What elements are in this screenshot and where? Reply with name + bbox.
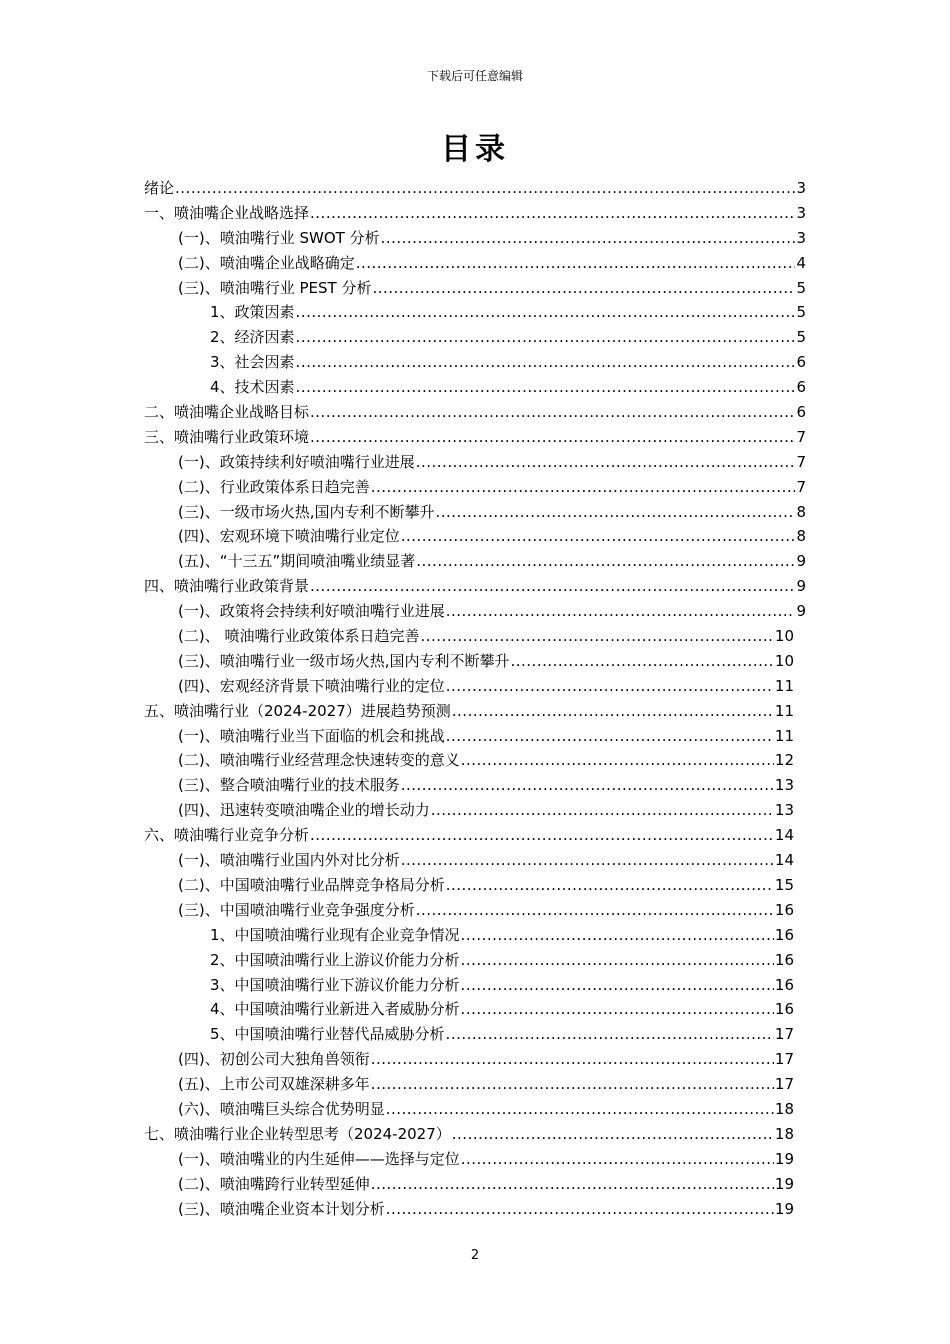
- toc-entry[interactable]: [144, 674, 806, 699]
- toc-entry[interactable]: [144, 624, 806, 649]
- toc-entry-text: (一)、喷油嘴行业 SWOT 分析: [178, 228, 380, 247]
- toc-entry-page: 11: [774, 701, 794, 720]
- toc-entry-page: 7: [796, 477, 806, 496]
- toc-entry[interactable]: [144, 425, 806, 450]
- toc-entry-page: 8: [796, 527, 806, 546]
- toc-entry[interactable]: [144, 251, 806, 276]
- toc-entry[interactable]: [144, 201, 806, 226]
- toc-entry[interactable]: [144, 649, 806, 674]
- toc-entry-text: 三、喷油嘴行业政策环境: [144, 427, 310, 446]
- toc-dot-leader: [510, 649, 773, 674]
- toc-entry-page: 7: [796, 427, 806, 446]
- toc-entry-text: (三)、一级市场火热,国内专利不断攀升: [178, 502, 435, 521]
- toc-entry-text: (五)、“十三五”期间喷油嘴业绩显著: [178, 552, 416, 571]
- toc-entry[interactable]: [144, 948, 806, 973]
- toc-dot-leader: [296, 325, 796, 350]
- toc-dot-leader: [381, 226, 796, 251]
- toc-entry[interactable]: [144, 524, 806, 549]
- toc-entry-page: 6: [796, 403, 806, 422]
- toc-entry-text: (四)、初创公司大独角兽领衔: [178, 1050, 370, 1069]
- toc-dot-leader: [386, 1197, 774, 1222]
- toc-entry-text: (四)、宏观经济背景下喷油嘴行业的定位: [178, 676, 445, 695]
- toc-entry-text: 1、政策因素: [210, 303, 295, 322]
- toc-entry-page: 4: [796, 253, 806, 272]
- toc-entry-page: 5: [796, 303, 806, 322]
- toc-entry-page: 6: [796, 378, 806, 397]
- toc-entry-text: (三)、喷油嘴行业 PEST 分析: [178, 278, 372, 297]
- toc-entry[interactable]: [144, 350, 806, 375]
- toc-entry[interactable]: [144, 1022, 806, 1047]
- toc-entry-page: 16: [774, 950, 794, 969]
- toc-entry-text: (二)、行业政策体系日趋完善: [178, 477, 370, 496]
- toc-entry[interactable]: [144, 300, 806, 325]
- toc-entry[interactable]: [144, 450, 806, 475]
- toc-entry[interactable]: [144, 475, 806, 500]
- toc-dot-leader: [371, 1047, 774, 1072]
- toc-dot-leader: [461, 973, 774, 998]
- toc-entry[interactable]: [144, 375, 806, 400]
- toc-entry-page: 3: [796, 179, 806, 197]
- toc-entry-text: (二)、喷油嘴跨行业转型延伸: [178, 1174, 370, 1193]
- toc-entry-text: 2、经济因素: [210, 328, 295, 347]
- toc-dot-leader: [446, 674, 774, 699]
- toc-dot-leader: [461, 948, 774, 973]
- toc-entry[interactable]: [144, 1147, 806, 1172]
- toc-dot-leader: [435, 500, 795, 525]
- toc-dot-leader: [296, 375, 796, 400]
- toc-entry-page: 15: [774, 875, 794, 894]
- toc-entry-page: 16: [774, 900, 794, 919]
- toc-dot-leader: [431, 798, 774, 823]
- toc-dot-leader: [461, 997, 774, 1022]
- toc-dot-leader: [452, 1122, 774, 1147]
- toc-entry-page: 19: [774, 1199, 794, 1218]
- toc-entry[interactable]: [144, 276, 806, 301]
- toc-entry-text: (三)、整合喷油嘴行业的技术服务: [178, 776, 400, 795]
- toc-dot-leader: [310, 201, 795, 226]
- toc-entry-page: 13: [774, 801, 794, 820]
- toc-entry[interactable]: [144, 500, 806, 525]
- toc-entry-page: 9: [796, 602, 806, 621]
- toc-dot-leader: [372, 276, 795, 301]
- toc-entry[interactable]: [144, 923, 806, 948]
- page-number: 2: [470, 1248, 480, 1263]
- toc-entry[interactable]: [144, 748, 806, 773]
- toc-dot-leader: [401, 773, 774, 798]
- toc-entry-text: 3、社会因素: [210, 353, 295, 372]
- toc-entry-page: 12: [774, 751, 794, 770]
- toc-entry-text: (二)、喷油嘴行业经营理念快速转变的意义: [178, 751, 460, 770]
- toc-entry-text: 五、喷油嘴行业（2024-2027）进展趋势预测: [144, 701, 451, 720]
- toc-entry-text: (四)、宏观环境下喷油嘴行业定位: [178, 527, 400, 546]
- toc-entry-text: 二、喷油嘴企业战略目标: [144, 403, 310, 422]
- toc-entry[interactable]: [144, 724, 806, 749]
- toc-dot-leader: [452, 699, 774, 724]
- toc-dot-leader: [310, 400, 795, 425]
- toc-entry-page: 9: [796, 577, 806, 596]
- toc-entry-page: 11: [774, 726, 794, 745]
- toc-dot-leader: [371, 1172, 774, 1197]
- toc-dot-leader: [446, 1022, 774, 1047]
- toc-entry-text: (二)、喷油嘴企业战略确定: [178, 253, 355, 272]
- toc-entry-page: 16: [774, 975, 794, 994]
- toc-entry[interactable]: [144, 1197, 806, 1222]
- toc-entry-text: (一)、喷油嘴行业当下面临的机会和挑战: [178, 726, 445, 745]
- toc-entry-text: 四、喷油嘴行业政策背景: [144, 577, 310, 596]
- toc-entry-page: 11: [774, 676, 794, 695]
- toc-dot-leader: [310, 574, 795, 599]
- toc-entry[interactable]: [144, 1172, 806, 1197]
- toc-entry-page: 17: [774, 1075, 794, 1094]
- toc-entry-text: (二)、中国喷油嘴行业品牌竞争格局分析: [178, 875, 445, 894]
- toc-entry-page: 16: [774, 1000, 794, 1019]
- toc-dot-leader: [416, 450, 796, 475]
- toc-entry[interactable]: [144, 549, 806, 574]
- toc-entry-page: 7: [796, 452, 806, 471]
- toc-entry-page: 14: [774, 851, 794, 870]
- toc-entry-page: 6: [796, 353, 806, 372]
- toc-dot-leader: [371, 1072, 774, 1097]
- toc-entry-page: 3: [796, 203, 806, 222]
- toc-entry-page: 10: [774, 651, 794, 670]
- toc-dot-leader: [446, 599, 796, 624]
- toc-entry-text: (一)、政策持续利好喷油嘴行业进展: [178, 452, 415, 471]
- toc-entry[interactable]: [144, 798, 806, 823]
- toc-dot-leader: [371, 475, 796, 500]
- toc-entry-page: 5: [796, 278, 806, 297]
- toc-entry-page: 5: [796, 328, 806, 347]
- toc-entry-text: 一、喷油嘴企业战略选择: [144, 203, 310, 222]
- table-of-contents: [144, 176, 806, 1221]
- toc-entry[interactable]: [144, 400, 806, 425]
- toc-entry-text: (三)、中国喷油嘴行业竞争强度分析: [178, 900, 415, 919]
- toc-entry-text: 绪论: [144, 179, 175, 197]
- toc-entry-text: 六、喷油嘴行业竞争分析: [144, 826, 310, 845]
- toc-dot-leader: [175, 176, 795, 201]
- toc-entry-page: 17: [774, 1025, 794, 1044]
- toc-entry-text: 5、中国喷油嘴行业替代品威胁分析: [210, 1025, 445, 1044]
- toc-dot-leader: [446, 873, 774, 898]
- toc-dot-leader: [461, 748, 774, 773]
- toc-entry-text: (六)、喷油嘴巨头综合优势明显: [178, 1099, 385, 1118]
- toc-entry[interactable]: [144, 325, 806, 350]
- toc-dot-leader: [416, 898, 774, 923]
- toc-entry[interactable]: [144, 1122, 806, 1147]
- toc-entry[interactable]: [144, 599, 806, 624]
- toc-entry-text: 4、技术因素: [210, 378, 295, 397]
- toc-dot-leader: [386, 1097, 774, 1122]
- toc-entry-text: (三)、喷油嘴企业资本计划分析: [178, 1199, 385, 1218]
- toc-entry[interactable]: [144, 574, 806, 599]
- toc-entry-page: 3: [796, 228, 806, 247]
- toc-title: 目录: [441, 132, 509, 167]
- toc-dot-leader: [461, 923, 774, 948]
- page-header: 下载后可任意编辑: [426, 69, 523, 83]
- toc-entry-text: 七、喷油嘴行业企业转型思考（2024-2027）: [144, 1124, 451, 1143]
- toc-entry-text: 2、中国喷油嘴行业上游议价能力分析: [210, 950, 460, 969]
- toc-entry[interactable]: [144, 1097, 806, 1122]
- toc-entry-page: 19: [774, 1174, 794, 1193]
- toc-entry-text: 4、中国喷油嘴行业新进入者威胁分析: [210, 1000, 460, 1019]
- toc-dot-leader: [461, 1147, 774, 1172]
- toc-entry-text: (三)、喷油嘴行业一级市场火热,国内专利不断攀升: [178, 651, 510, 670]
- toc-dot-leader: [446, 724, 774, 749]
- toc-entry-page: 18: [774, 1099, 794, 1118]
- toc-dot-leader: [310, 823, 774, 848]
- toc-entry-page: 13: [774, 776, 794, 795]
- toc-entry-text: (四)、迅速转变喷油嘴企业的增长动力: [178, 801, 430, 820]
- toc-entry[interactable]: [144, 997, 806, 1022]
- toc-entry[interactable]: [144, 823, 806, 848]
- toc-entry[interactable]: [144, 973, 806, 998]
- toc-entry[interactable]: [144, 848, 806, 873]
- toc-dot-leader: [356, 251, 796, 276]
- toc-entry-text: (一)、喷油嘴业的内生延伸——选择与定位: [178, 1149, 460, 1168]
- toc-entry-text: (二)、 喷油嘴行业政策体系日趋完善: [178, 627, 420, 646]
- toc-dot-leader: [401, 524, 796, 549]
- toc-entry-page: 16: [774, 925, 794, 944]
- toc-entry[interactable]: [144, 226, 806, 251]
- toc-dot-leader: [296, 300, 796, 325]
- toc-dot-leader: [310, 425, 795, 450]
- toc-entry-page: 17: [774, 1050, 794, 1069]
- toc-entry-text: (一)、喷油嘴行业国内外对比分析: [178, 851, 400, 870]
- toc-entry-page: 10: [774, 627, 794, 646]
- toc-entry-text: 1、中国喷油嘴行业现有企业竞争情况: [210, 925, 460, 944]
- toc-entry[interactable]: [144, 1047, 806, 1072]
- toc-dot-leader: [401, 848, 774, 873]
- toc-entry-page: 9: [796, 552, 806, 571]
- toc-entry[interactable]: [144, 898, 806, 923]
- toc-entry-page: 19: [774, 1149, 794, 1168]
- toc-entry[interactable]: [144, 1072, 806, 1097]
- toc-entry[interactable]: [144, 873, 806, 898]
- toc-entry-text: (五)、上市公司双雄深耕多年: [178, 1075, 370, 1094]
- toc-entry[interactable]: [144, 773, 806, 798]
- toc-dot-leader: [420, 624, 773, 649]
- toc-entry[interactable]: [144, 176, 806, 201]
- toc-dot-leader: [296, 350, 796, 375]
- toc-entry[interactable]: [144, 699, 806, 724]
- toc-entry-text: (一)、政策将会持续利好喷油嘴行业进展: [178, 602, 445, 621]
- toc-entry-page: 14: [774, 826, 794, 845]
- toc-dot-leader: [416, 549, 795, 574]
- toc-entry-page: 8: [796, 502, 806, 521]
- toc-entry-page: 18: [774, 1124, 794, 1143]
- toc-entry-text: 3、中国喷油嘴行业下游议价能力分析: [210, 975, 460, 994]
